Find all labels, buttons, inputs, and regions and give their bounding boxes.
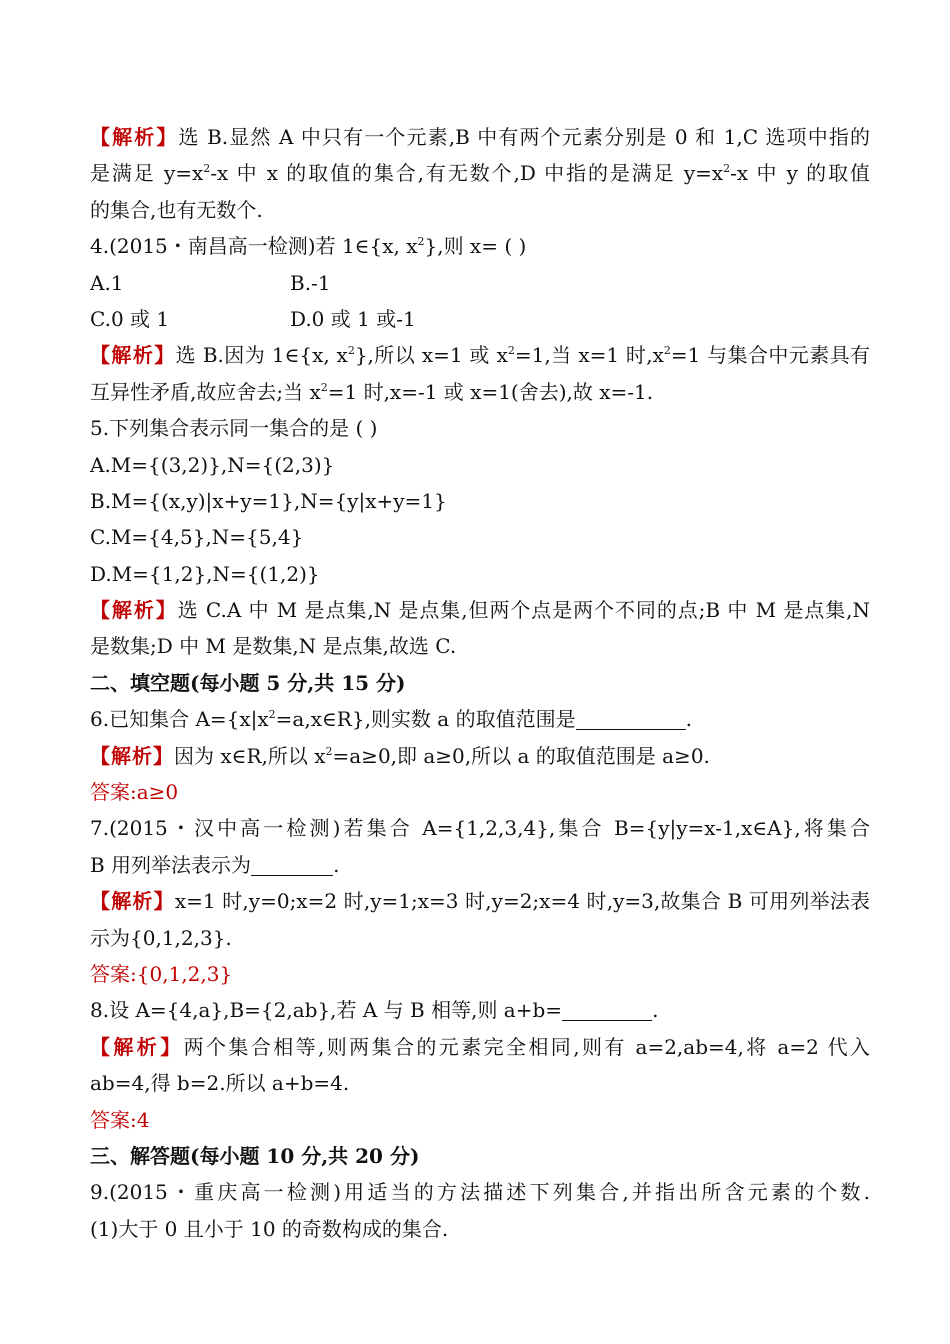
question-8: 8.设 A={4,a},B={2,ab},若 A 与 B 相等,则 a+b= .	[90, 998, 659, 1023]
answer-line: 答案:4	[90, 1107, 150, 1132]
section-heading: 二、填空题(每小题 5 分,共 15 分)	[90, 670, 406, 695]
option-c: C.0 或 1	[90, 306, 170, 331]
page-content	[90, 119, 870, 1247]
answer-line: 答案:a≥0	[90, 780, 179, 805]
analysis-line: 【解析】两个集合相等,则两集合的元素完全相同,则有 a=2,ab=4,将 a=2 代入	[90, 1034, 870, 1059]
analysis-line: 互异性矛盾,故应舍去;当 $x^2=1$ 时,x=-1 或 x=1(舍去),故 x=-1.	[90, 379, 654, 404]
question-5: 5.下列集合表示同一集合的是 ( )	[90, 416, 378, 441]
analysis-tag: 【解析】	[90, 889, 175, 914]
question-4-options-row	[90, 301, 870, 337]
analysis-line: 【解析】选 C.A 中 M 是点集,N 是点集,但两个点是两个不同的点;B 中 M 是点集,N	[90, 598, 871, 623]
question-4: 4.(2015・南昌高一检测)若 1∈{x, $x^2$},则 x= ( )	[90, 234, 527, 259]
answer-tag: 答案:	[90, 1107, 137, 1132]
answer-line: 答案:{0,1,2,3}	[90, 961, 233, 986]
analysis-line: 【解析】x=1 时,y=0;x=2 时,y=1;x=3 时,y=2;x=4 时,y=3,故集合 B 可用列举法表	[90, 889, 871, 914]
analysis-line: 【解析】选 B.因为 1∈{x, $x^2$},所以 x=1 或 $x^2=1$,当 x=1 时$,x^2=1$ 与集合中元素具有	[90, 343, 871, 368]
option-c: C.M={4,5},N={5,4}	[90, 525, 304, 550]
analysis-line: 【解析】选 B.显然 A 中只有一个元素,B 中有两个元素分别是 0 和 1,C 选项中指的	[90, 125, 870, 149]
answer-blank	[562, 998, 652, 1021]
answer-tag: 答案:	[90, 961, 137, 986]
analysis-line: 示为{0,1,2,3}.	[90, 925, 232, 950]
analysis-tag: 【解析】	[90, 343, 176, 368]
question-9-part-1: (1)大于 0 且小于 10 的奇数构成的集合.	[90, 1216, 449, 1241]
option-a: A.M={(3,2)},N={(2,3)}	[90, 452, 335, 477]
question-6: 6.已知集合 $A=\{x|x^2=a,x\in R\}$,则实数 a 的取值范围是 .	[90, 707, 692, 732]
option-d: D.M={1,2},N={(1,2)}	[90, 561, 320, 586]
question-4-options-row	[90, 265, 870, 301]
option-b: B.-1	[290, 270, 331, 295]
option-b: B.M={(x,y)|x+y=1},N={y|x+y=1}	[90, 488, 447, 513]
analysis-line: ab=4,得 b=2.所以 a+b=4.	[90, 1071, 350, 1096]
answer-blank	[251, 853, 333, 876]
answer-blank	[576, 707, 686, 730]
question-7: 7.(2015・汉中高一检测)若集合 A={1,2,3,4},集合 B={y|y=x-1,x∈A},将集合	[90, 816, 870, 841]
analysis-tag: 【解析】	[90, 1034, 184, 1059]
option-a: A.1	[90, 270, 124, 295]
question-9: 9.(2015・重庆高一检测)用适当的方法描述下列集合,并指出所含元素的个数.	[90, 1180, 870, 1205]
analysis-line: 是数集;D 中 M 是数集,N 是点集,故选 C.	[90, 634, 457, 659]
analysis-line: 的集合,也有无数个.	[90, 197, 263, 222]
option-d: D.0 或 1 或-1	[290, 306, 416, 331]
answer-tag: 答案:	[90, 780, 137, 805]
analysis-tag: 【解析】	[90, 125, 179, 149]
analysis-tag: 【解析】	[90, 743, 174, 768]
analysis-line: 是满足 $y=x^2-x$ 中 x 的取值的集合,有无数个,D 中指的是满足 $y=x^2-x$ 中 y 的取值	[90, 161, 870, 186]
section-heading: 三、解答题(每小题 10 分,共 20 分)	[90, 1143, 420, 1168]
question-7-cont: B 用列举法表示为 .	[90, 852, 340, 877]
analysis-line: 【解析】因为 x∈R,所以 $x^2=a\ge 0$,即 a≥0,所以 a 的取值范围是 a≥0.	[90, 743, 710, 768]
analysis-tag: 【解析】	[90, 598, 178, 623]
